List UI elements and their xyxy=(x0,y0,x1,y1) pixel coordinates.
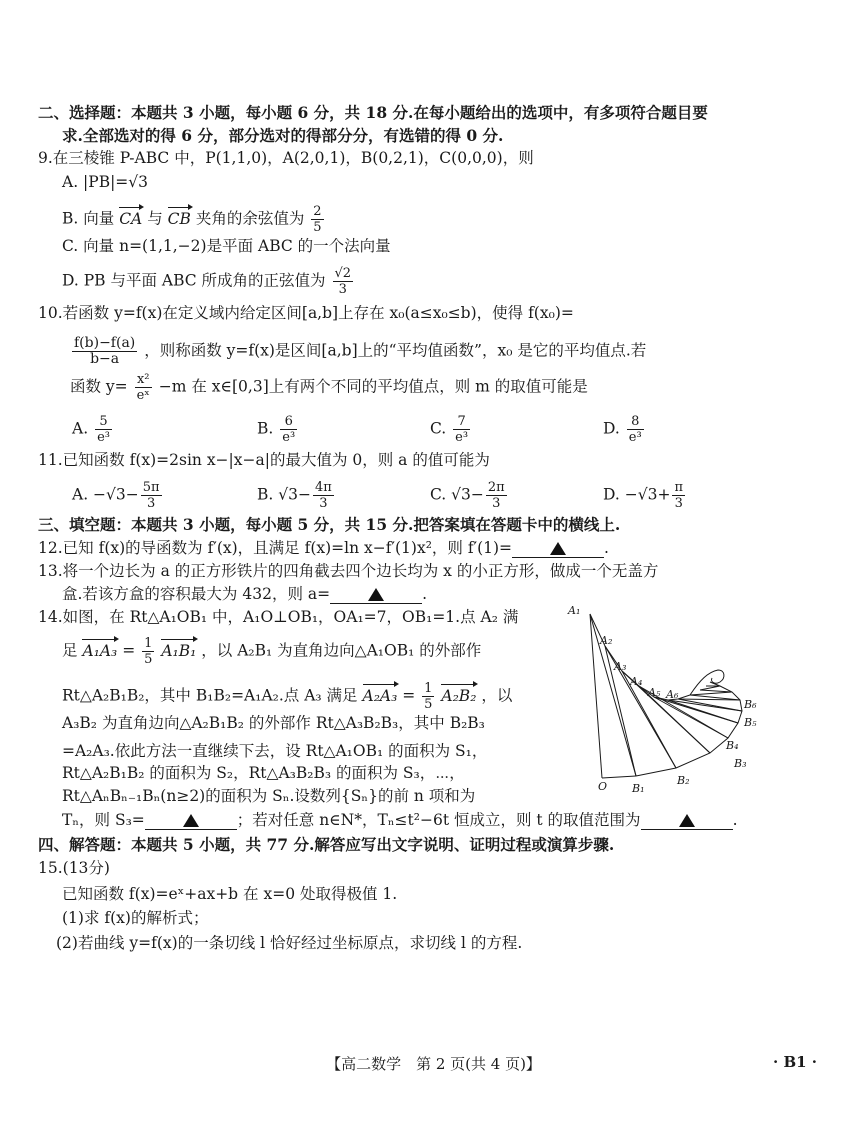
spiral-triangle-figure xyxy=(560,600,770,800)
answer-blank[interactable] xyxy=(512,539,604,558)
triangle-icon xyxy=(368,588,384,601)
section-2-instructions: 求.全部选对的得 6 分，部分选对的得部分分，有选错的得 0 分. xyxy=(62,126,504,145)
label-b2: B₂ xyxy=(677,774,690,787)
vector-cb: CB xyxy=(167,209,191,228)
q15-part-2: (2)若曲线 y=f(x)的一条切线 l 恰好经过坐标原点，求切线 l 的方程. xyxy=(56,934,523,952)
q13-line-1: 13.将一个边长为 a 的正方形铁片的四角截去四个边长均为 x 的小正方形，做成一个无盖方 xyxy=(38,562,659,580)
q15-part-1: (1)求 f(x)的解析式； xyxy=(62,909,209,927)
answer-blank[interactable] xyxy=(330,585,422,604)
answer-blank[interactable] xyxy=(641,811,733,830)
q12-text: 12.已知 f(x)的导函数为 f′(x)，且满足 f(x)=ln x−f′(1)x²，则 f′(1)= . xyxy=(38,539,609,557)
label-a2: A₂ xyxy=(600,634,613,647)
q10-option-d: D. $\frac{8}{\text{e³}}$ xyxy=(603,414,642,445)
page-footer: 【高二数学 第 2 页(共 4 页)】 xyxy=(326,1055,541,1073)
segment-ob1 xyxy=(602,776,636,778)
paper-code: · B1 · xyxy=(773,1053,818,1071)
q14-line-7: Rt△AₙBₙ₋₁Bₙ(n≥2)的面积为 Sₙ.设数列{Sₙ}的前 n 项和为 xyxy=(62,787,476,805)
fraction: $\frac{√2}{3}$ xyxy=(334,266,352,297)
label-b3: B₃ xyxy=(734,757,747,770)
q11-stem: 11.已知函数 f(x)=2sin x−|x−a|的最大值为 0，则 a 的值可能为 xyxy=(38,451,490,469)
q14-line-5: =A₂A₃.依此方法一直继续下去，设 Rt△A₁OB₁ 的面积为 S₁， xyxy=(62,742,488,760)
label-b4: B₄ xyxy=(726,739,739,752)
vector-a1a3: A₁A₃ xyxy=(82,641,118,660)
q11-option-d: D. −√3+ $\frac{\pi}{3}$ xyxy=(603,480,683,511)
label-b6: B₆ xyxy=(744,698,757,711)
q14-line-4: A₃B₂ 为直角边向△A₂B₁B₂ 的外部作 Rt△A₃B₂B₃，其中 B₂B₃ xyxy=(62,714,485,732)
q10-line-1: 10.若函数 y=f(x)在定义域内给定区间[a,b]上存在 x₀(a≤x₀≤b)，使得 f(x₀)= xyxy=(38,304,574,322)
triangle-icon xyxy=(550,542,566,555)
label-a6: A₆ xyxy=(666,688,679,701)
q11-option-c: C. √3− $\frac{2\pi}{3}$ xyxy=(430,480,505,511)
label-a4: A₄ xyxy=(630,675,643,688)
q14-line-3: Rt△A₂B₁B₂，其中 B₁B₂=A₁A₂.点 A₃ 满足 A₂A₃ = $\frac{1}{5}$ A₂B₂ ，以 xyxy=(62,681,513,712)
q9-b-prefix: B. 向量 xyxy=(62,209,115,228)
q15-heading: 15.(13分) xyxy=(38,859,110,877)
answer-blank[interactable] xyxy=(145,811,237,830)
label-b1: B₁ xyxy=(632,782,645,795)
q13-line-2: 盒.若该方盒的容积最大为 432，则 a= . xyxy=(62,585,428,603)
section-3-title: 三、填空题：本题共 3 小题，每小题 5 分，共 15 分.把答案填在答题卡中的横线上. xyxy=(38,515,621,534)
q9-option-b xyxy=(62,204,326,235)
q15-stem: 已知函数 f(x)=eˣ+ax+b 在 x=0 处取得极值 1. xyxy=(62,885,398,903)
q9-option-a: A. |PB|=√3 xyxy=(62,173,149,191)
q14-line-6: Rt△A₂B₁B₂ 的面积为 S₂，Rt△A₃B₂B₃ 的面积为 S₃，⋯， xyxy=(62,764,465,782)
vector-a2b2: A₂B₂ xyxy=(441,686,477,705)
label-a3: A₃ xyxy=(614,660,627,673)
q9-option-c: C. 向量 n=(1,1,−2)是平面 ABC 的一个法向量 xyxy=(62,237,391,255)
q14-line-2: 足 A₁A₃ = $\frac{1}{5}$ A₁B₁ ，以 A₂B₁ 为直角边向△A₁OB₁ 的外部作 xyxy=(62,636,482,667)
q11-option-a: A. −√3− $\frac{5\pi}{3}$ xyxy=(72,480,160,511)
label-a5: A₅ xyxy=(648,686,661,699)
q10-line-2: $\frac{f(b)-f(a)}{b-a}$ ，则称函数 y=f(x)是区间[a,b]上的“平均值函数”，x₀ 是它的平均值点.若 xyxy=(74,335,647,367)
vector-a1b1: A₁B₁ xyxy=(161,641,197,660)
label-a1: A₁ xyxy=(568,604,581,617)
q10-option-c: C. $\frac{7}{\text{e³}}$ xyxy=(430,414,469,445)
q10-option-a: A. $\frac{5}{\text{e³}}$ xyxy=(72,414,110,445)
fraction: $\frac{2}{5}$ xyxy=(313,204,322,235)
segment-a1b1 xyxy=(590,614,636,776)
q9-stem: 9.在三棱锥 P-ABC 中，P(1,1,0)，A(2,0,1)，B(0,2,1)，C(0,0,0)，则 xyxy=(38,149,534,167)
q9-option-d: D. PB 与平面 ABC 所成角的正弦值为 $\frac{√2}{3}$ xyxy=(62,266,352,297)
q14-line-1: 14.如图，在 Rt△A₁OB₁ 中，A₁O⊥OB₁，OA₁=7，OB₁=1.点 A₂ 满 xyxy=(38,608,519,626)
fraction: $\frac{f(b)-f(a)}{b-a}$ xyxy=(74,335,136,367)
label-b5: B₅ xyxy=(744,716,757,729)
triangle-icon xyxy=(679,814,695,827)
triangle-icon xyxy=(183,814,199,827)
q10-line-3: 函数 y= $\frac{\text{x²}}{\text{eˣ}}$ −m 在 x∈[0,3]上有两个不同的平均值点，则 m 的取值可能是 xyxy=(70,372,588,403)
section-4-title: 四、解答题：本题共 5 小题，共 77 分.解答应写出文字说明、证明过程或演算步骤. xyxy=(38,835,615,854)
fraction: $\frac{\text{x²}}{\text{eˣ}}$ xyxy=(136,372,150,403)
section-2-title: 二、选择题：本题共 3 小题，每小题 6 分，共 18 分.在每小题给出的选项中，有多项符合题目要 xyxy=(38,103,708,122)
q9-b-mid: 与 xyxy=(147,209,163,228)
q14-line-8: Tₙ，则 S₃= ；若对任意 n∈N*，Tₙ≤t²−6t 恒成立，则 t 的取值范围为 . xyxy=(62,811,738,829)
label-o: O xyxy=(598,780,608,793)
q9-b-suffix: 夹角的余弦值为 xyxy=(195,209,305,228)
vector-ca: CA xyxy=(119,209,143,228)
q11-option-b: B. √3− $\frac{4\pi}{3}$ xyxy=(257,480,332,511)
q10-option-b: B. $\frac{6}{\text{e³}}$ xyxy=(257,414,296,445)
vector-a2a3: A₂A₃ xyxy=(362,686,398,705)
